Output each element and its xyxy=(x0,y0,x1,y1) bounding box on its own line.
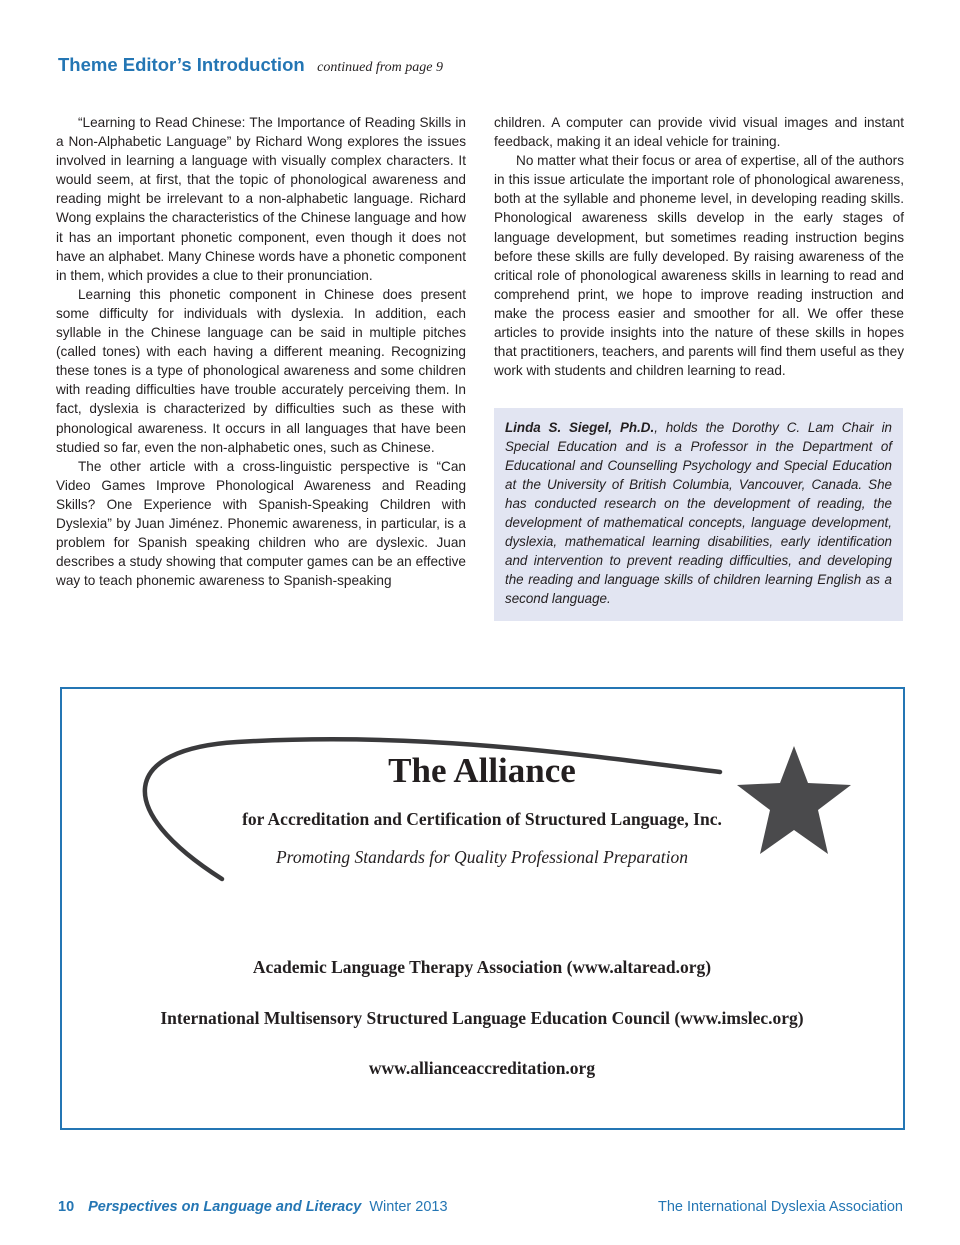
paragraph: The other article with a cross-linguistic perspective is “Can Video Games Improve Phonological Awareness and Reading Skills? One Experience with Spanish-Speaking Children with Dyslexia” by Juan Jiménez. Phonemic awareness, in particular, is a problem for Spanish speaking children who are dyslexic. Juan describes a study showing that computer games can be an effective way to teach phonemic awareness to Spanish-speaking xyxy=(56,458,466,589)
alliance-title: The Alliance xyxy=(388,751,576,790)
alliance-tagline: Promoting Standards for Quality Professional Preparation xyxy=(275,847,689,867)
right-column xyxy=(494,113,904,380)
footer-organization: The International Dyslexia Association xyxy=(657,1199,903,1215)
running-header xyxy=(58,54,443,76)
paragraph: No matter what their focus or area of expertise, all of the authors in this issue articulate the important role of phonological awareness, both at the syllable and phoneme level, in developing reading skills. Phonological awareness skills develop in the early stages of language development, but sometimes reading instruction begins before these skills are fully developed. By raising awareness of the critical role of phonological awareness skills in learning to read and comprehend print, we hope to improve reading instruction and make the process easier and smoother for all. We offer these articles to provide insights into the nature of these skills in hopes that practitioners, teachers, and parents will find them useful as they work with students and children learning to read. xyxy=(494,153,904,379)
section-title: Theme Editor’s Introduction xyxy=(58,54,305,75)
author-bio-text: , holds the Dorothy C. Lam Chair in Special Education and is a Professor in the Department of Educational and Counselling Psychology and Special Education at the University of British Columbia, Vancouver, Canada. She has conducted research on the development of reading, the development of mathematical concepts, language development, dyslexia, mathematical learning disabilities, early identification and intervention to prevent reading difficulties, and developing the reading and language skills of children learning English as a second language. xyxy=(505,420,892,606)
paragraph: children. A computer can provide vivid visual images and instant feedback, making it an ideal vehicle for training. xyxy=(494,115,904,150)
footer-left xyxy=(58,1199,448,1215)
alliance-subtitle: for Accreditation and Certification of Structured Language, Inc. xyxy=(242,809,722,829)
alliance-website: www.allianceaccreditation.org xyxy=(368,1058,596,1078)
issue-date: Winter 2013 xyxy=(369,1199,448,1215)
journal-title: Perspectives on Language and Literacy xyxy=(88,1199,362,1215)
page-number: 10 xyxy=(58,1199,75,1215)
author-name: Linda S. Siegel, Ph.D. xyxy=(505,420,655,435)
left-column xyxy=(56,113,466,590)
paragraph: Learning this phonetic component in Chinese does present some difficulty for individuals with dyslexia. In addition, each syllable in the Chinese language can be said in multiple pitches (called tones) with each having a different meaning. Recognizing these tones is a type of phonological awareness and some children with reading difficulties have trouble accurately perceiving them. In fact, dyslexia is characterized by difficulties such as these with phonological awareness. It occurs in all languages that have been studied so far, even the non-alphabetic ones, such as Chinese. xyxy=(56,286,466,455)
alliance-advertisement xyxy=(60,687,905,1130)
org-imslec: International Multisensory Structured Language Education Council (www.imslec.org) xyxy=(160,1008,804,1028)
continued-note: continued from page 9 xyxy=(317,60,443,75)
org-alta: Academic Language Therapy Association (www.altaread.org) xyxy=(252,957,712,977)
author-bio-box xyxy=(494,408,903,621)
paragraph: “Learning to Read Chinese: The Importance of Reading Skills in a Non-Alphabetic Language” by Richard Wong explores the issues involved in learning a language with visually complex characters. It would seem, at first, that the topic of phonological awareness and reading might be irrelevant to a non-alphabetic language. Richard Wong explains the characteristics of the Chinese language and how it has an important phonetic component, even though it does not have an alphabet. Many Chinese words have a phonetic component in them, which provides a clue to their pronunciation. xyxy=(56,115,466,283)
